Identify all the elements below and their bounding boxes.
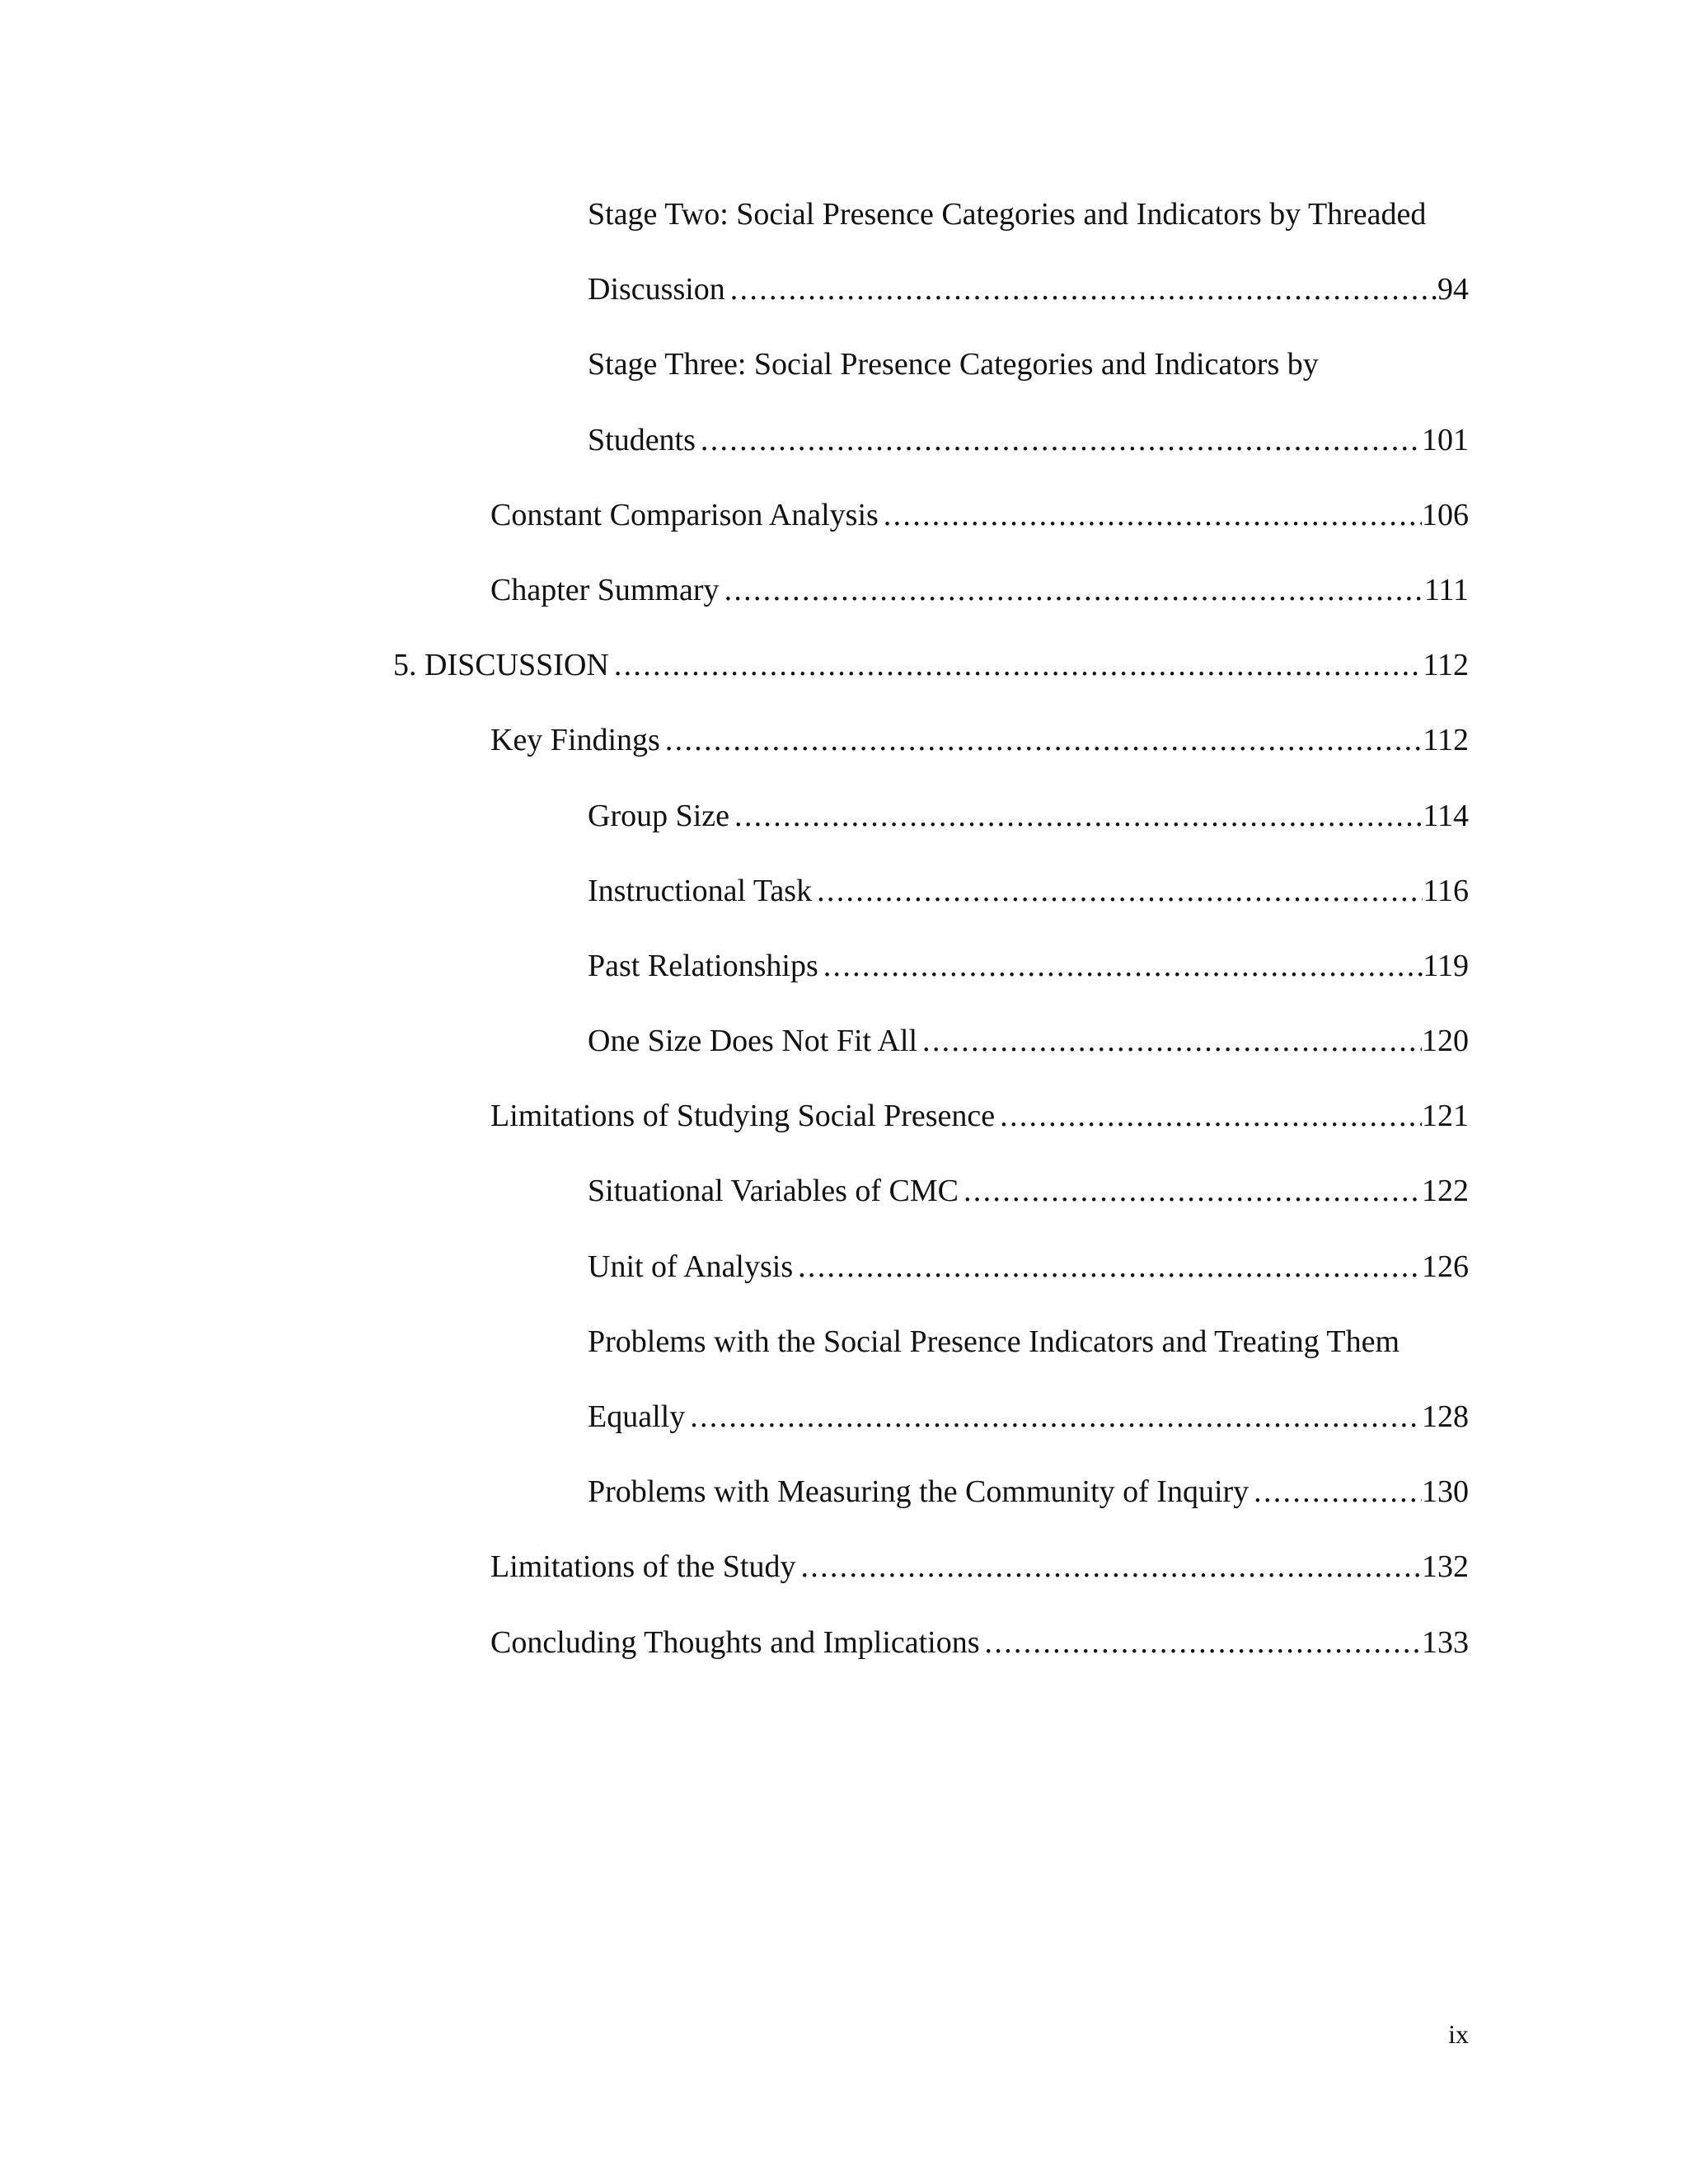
toc-entry-title: Key Findings xyxy=(490,723,660,758)
toc-entry xyxy=(0,1392,1688,1467)
toc-entry xyxy=(0,565,1688,640)
toc-dot-leader xyxy=(823,941,1423,991)
toc-entry-page: 119 xyxy=(1423,948,1469,983)
toc-entry xyxy=(0,1618,1688,1693)
toc-dot-leader xyxy=(734,791,1423,841)
toc-entry-title: Constant Comparison Analysis xyxy=(490,497,879,532)
toc-entry-title: Instructional Task xyxy=(588,873,813,908)
toc-entry-page: 128 xyxy=(1422,1399,1469,1434)
toc-entry xyxy=(0,715,1688,790)
toc-entry-title: Students xyxy=(588,422,696,457)
toc-entry xyxy=(0,1542,1688,1617)
toc-entry xyxy=(0,1317,1688,1392)
toc-entry-page: 112 xyxy=(1423,723,1469,758)
toc-dot-leader xyxy=(817,866,1423,916)
toc-entry-page: 101 xyxy=(1422,422,1469,457)
toc-dot-leader xyxy=(985,1618,1422,1667)
toc-dot-leader xyxy=(614,640,1423,690)
toc-dot-leader xyxy=(884,490,1422,540)
toc-entry-title: Limitations of the Study xyxy=(490,1549,796,1585)
toc-entry-title: Chapter Summary xyxy=(490,572,720,607)
toc-entry-title: Unit of Analysis xyxy=(588,1249,794,1284)
toc-dot-leader xyxy=(798,1242,1422,1291)
toc-entry-page: 132 xyxy=(1422,1549,1469,1585)
toc-entry xyxy=(0,490,1688,565)
toc-dot-leader xyxy=(922,1016,1422,1066)
toc-entry-page: 126 xyxy=(1422,1249,1469,1284)
toc-entry-page: 122 xyxy=(1422,1174,1469,1209)
page-number: ix xyxy=(1448,2019,1469,2049)
toc-entry-page: 116 xyxy=(1423,873,1469,908)
toc-entry-title: 5. DISCUSSION xyxy=(393,648,609,683)
toc-dot-leader xyxy=(1000,1091,1422,1141)
toc-entry xyxy=(0,1467,1688,1542)
toc-entry-title: Concluding Thoughts and Implications xyxy=(490,1624,980,1660)
toc-entry-page: 121 xyxy=(1422,1099,1469,1134)
toc-entry xyxy=(0,941,1688,1016)
toc-entry-page: 120 xyxy=(1422,1024,1469,1059)
toc-dot-leader xyxy=(730,265,1437,314)
toc-entry xyxy=(0,190,1688,265)
toc-entry-title: Equally xyxy=(588,1399,686,1434)
toc-entry xyxy=(0,866,1688,941)
toc-entry-title: One Size Does Not Fit All xyxy=(588,1024,918,1059)
toc-entry-page: 133 xyxy=(1422,1624,1469,1660)
toc-entry-page: 94 xyxy=(1437,272,1469,307)
toc-entry-page: 111 xyxy=(1423,572,1469,607)
toc-entry-page: 130 xyxy=(1422,1474,1469,1510)
toc-dot-leader xyxy=(964,1166,1422,1216)
toc-entry xyxy=(0,640,1688,715)
toc-entry-title: Problems with the Social Presence Indicators and Treating Them xyxy=(588,1324,1400,1359)
toc-entry-title: Past Relationships xyxy=(588,948,818,983)
toc-dot-leader xyxy=(724,565,1424,615)
toc-entry xyxy=(0,1166,1688,1241)
toc-entry xyxy=(0,791,1688,866)
toc-dot-leader xyxy=(701,415,1422,465)
toc-dot-leader xyxy=(800,1542,1422,1591)
toc-entry xyxy=(0,1016,1688,1091)
table-of-contents xyxy=(0,190,1688,1693)
toc-entry-page: 106 xyxy=(1422,497,1469,532)
toc-entry xyxy=(0,415,1688,490)
toc-entry-page: 114 xyxy=(1423,798,1469,833)
toc-entry-title: Situational Variables of CMC xyxy=(588,1174,959,1209)
toc-entry-title: Stage Two: Social Presence Categories and Indicators by Threaded xyxy=(588,197,1427,232)
toc-dot-leader xyxy=(1254,1467,1422,1516)
toc-dot-leader xyxy=(690,1392,1422,1441)
toc-dot-leader xyxy=(665,715,1423,765)
toc-entry-title: Stage Three: Social Presence Categories and Indicators by xyxy=(588,347,1319,382)
toc-entry xyxy=(0,265,1688,340)
toc-entry-title: Problems with Measuring the Community of Inquiry xyxy=(588,1474,1250,1510)
toc-entry xyxy=(0,340,1688,415)
toc-entry xyxy=(0,1091,1688,1166)
toc-entry-page: 112 xyxy=(1423,648,1469,683)
toc-entry xyxy=(0,1242,1688,1317)
toc-entry-title: Group Size xyxy=(588,798,730,833)
toc-entry-title: Limitations of Studying Social Presence xyxy=(490,1099,996,1134)
toc-entry-title: Discussion xyxy=(588,272,725,307)
